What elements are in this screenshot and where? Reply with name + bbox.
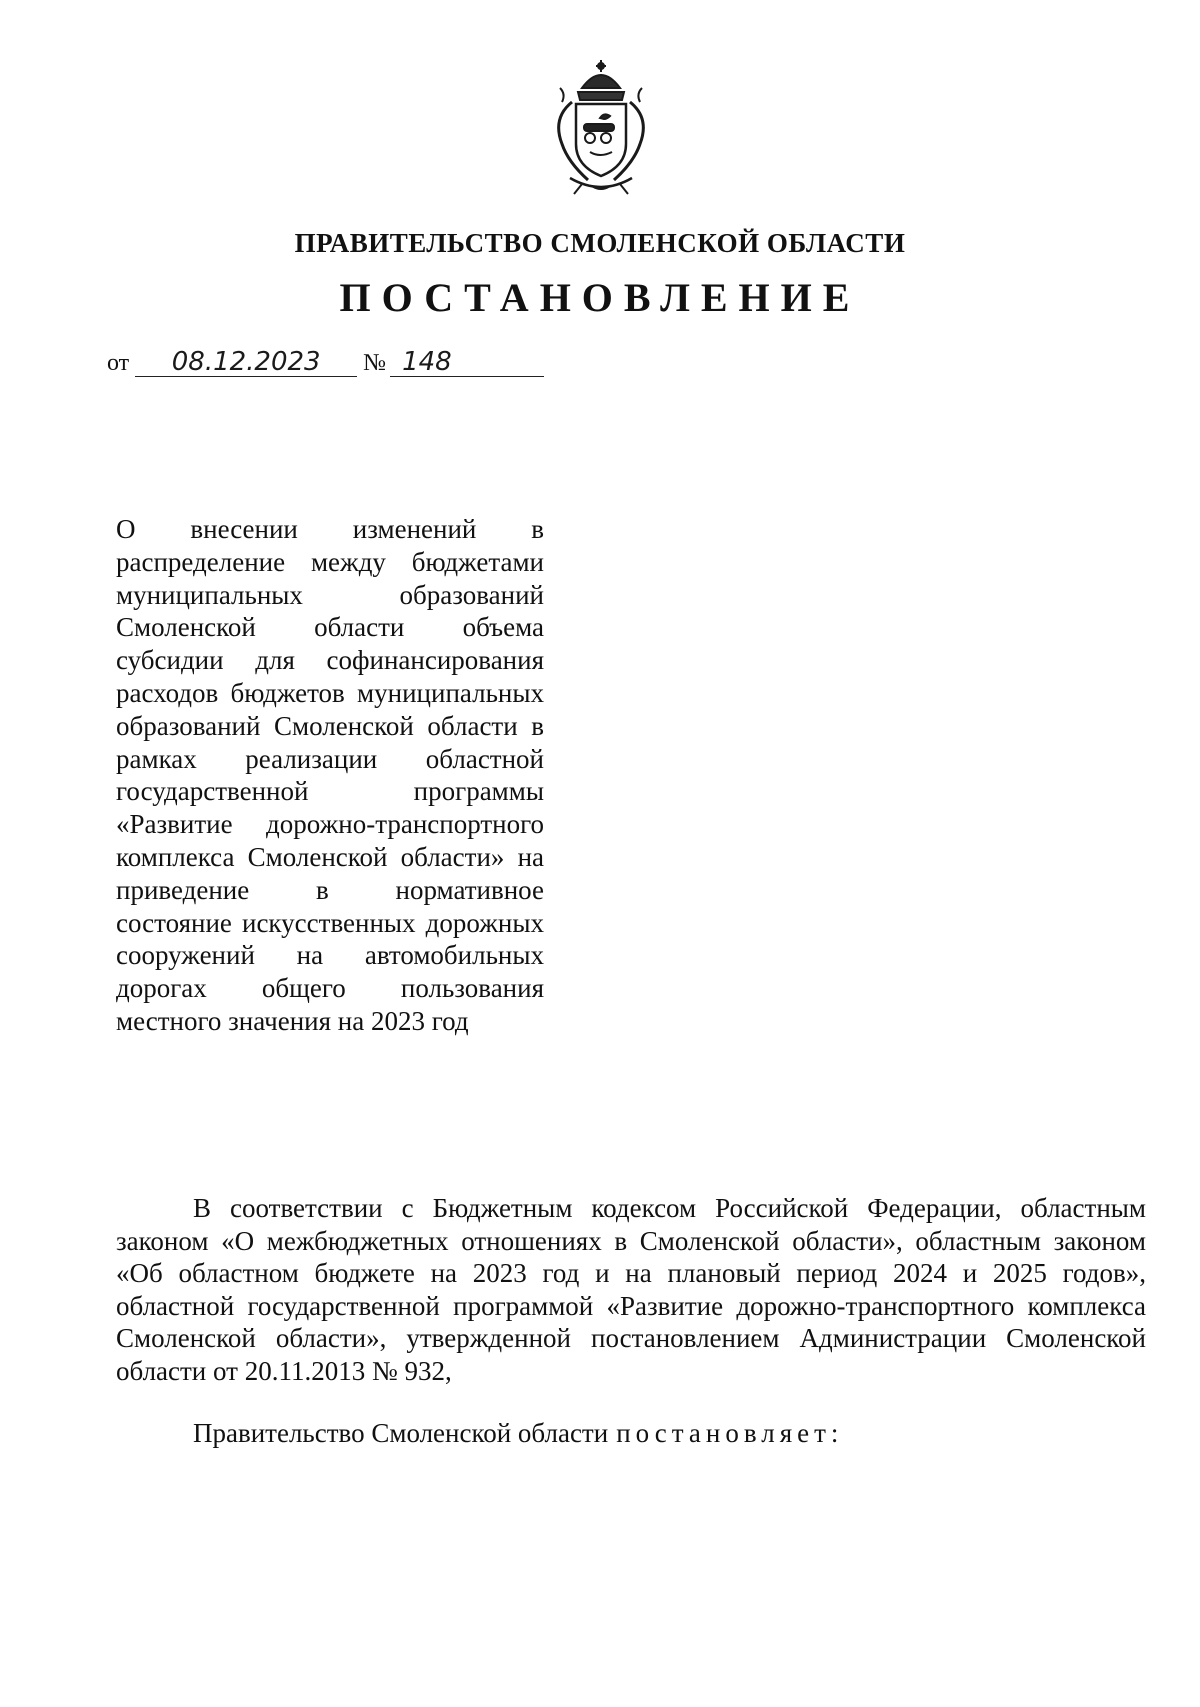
- date-value: 08.12.2023: [135, 348, 357, 377]
- resolution-line: [193, 1418, 843, 1449]
- number-label: №: [363, 350, 387, 376]
- document-type-title: ПОСТАНОВЛЕНИЕ: [339, 275, 861, 320]
- resolution-subject: Правительство Смоленской области: [193, 1418, 609, 1448]
- document-subject: О внесении изменений в распределение между бюджетами муниципальных образований Смоленской области объема субсидии для софинансирования расходов бюджетов муниципальных образований Смоленской области в рамках реализации областной государственной программы «Развитие дорожно-транспортного комплекса Смоленской области» на приведение в нормативное состояние искусственных дорожных сооружений на автомобильных дорогах общего пользования местного значения на 2023 год: [116, 514, 544, 1036]
- resolution-verb: постановляет:: [616, 1418, 844, 1448]
- government-title: ПРАВИТЕЛЬСТВО СМОЛЕНСКОЙ ОБЛАСТИ: [294, 228, 906, 258]
- registration-line: [107, 348, 544, 377]
- date-label: от: [107, 350, 130, 376]
- preamble-paragraph: В соответствии с Бюджетным кодексом Российской Федерации, областным законом «О межбюджетных отношениях в Смоленской области», областным законом «Об областном бюджете на 2023 год и на плановый период 2024 и 2025 годов», областной государственной программой «Развитие дорожно-транспортного комплекса Смоленской области», утвержденной постановлением Администрации Смоленской области от 20.11.2013 № 932,: [116, 1193, 1146, 1386]
- number-value: 148: [390, 348, 544, 377]
- coat-of-arms-emblem: [542, 58, 660, 198]
